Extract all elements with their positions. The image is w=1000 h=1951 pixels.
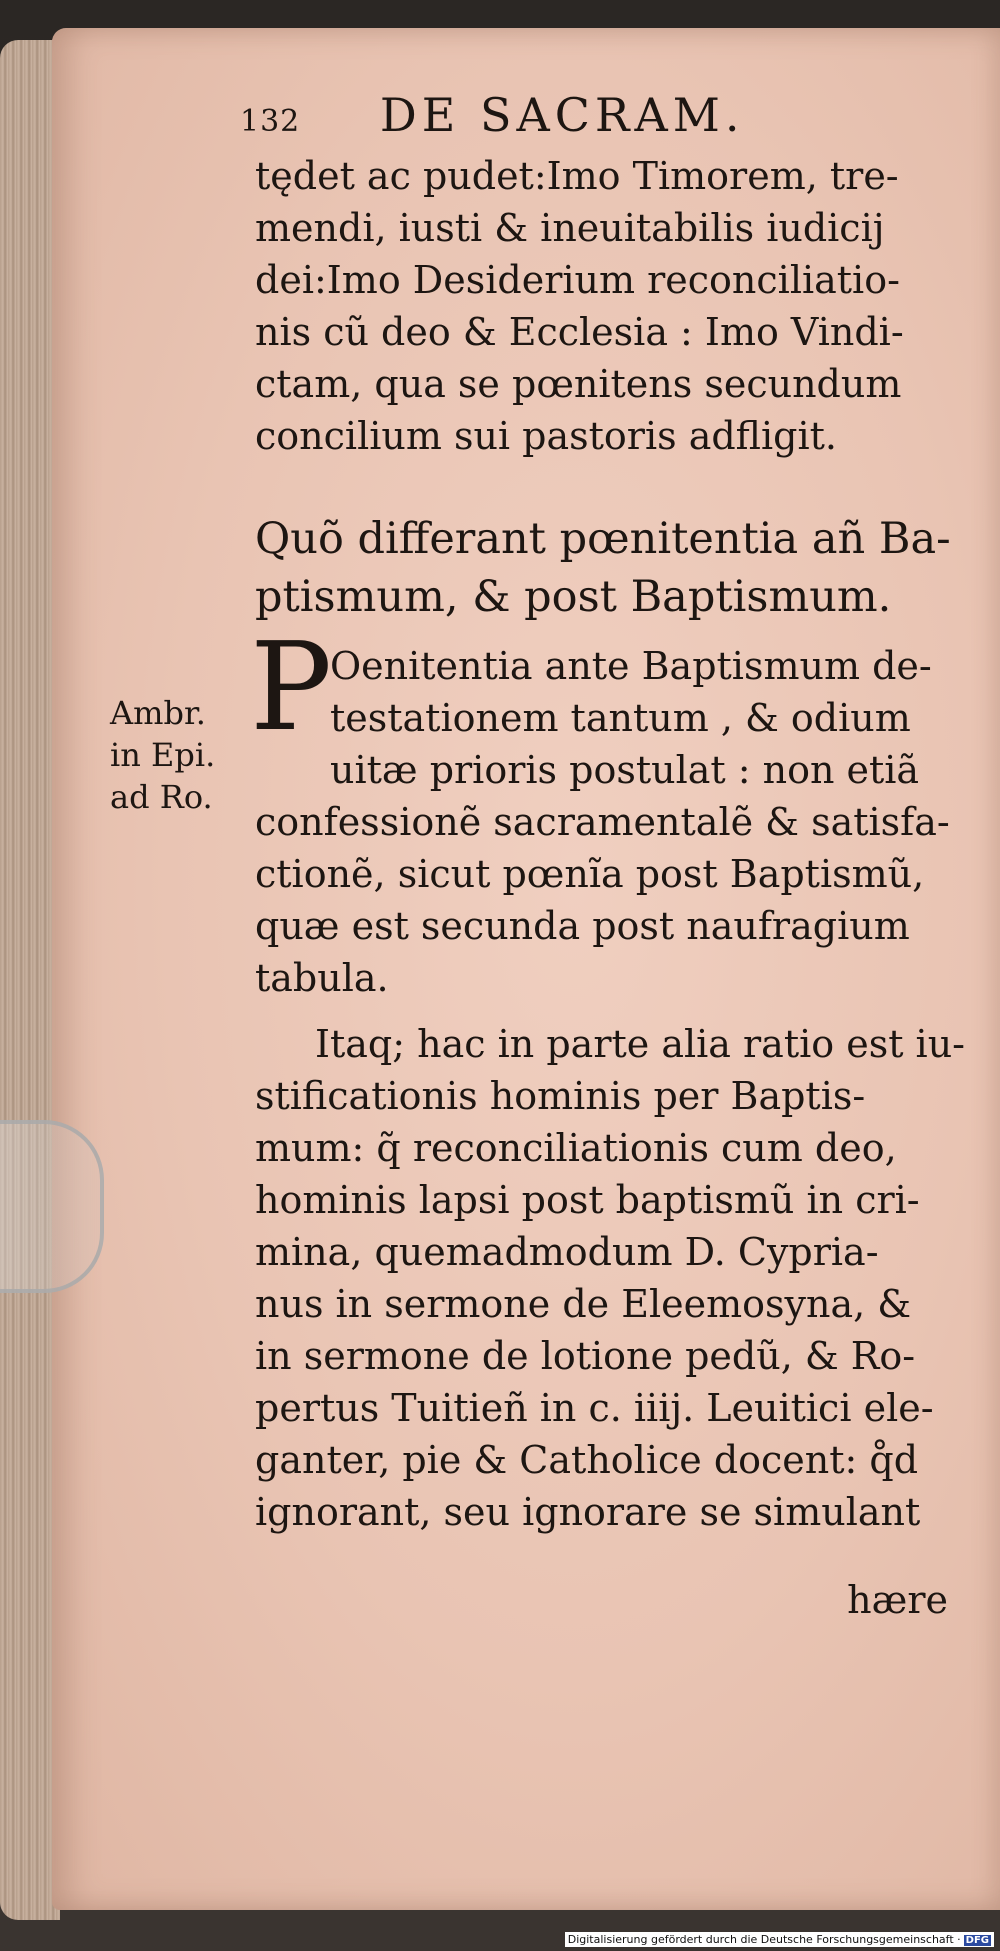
text-line: mina, quemadmodum D. Cypria- xyxy=(255,1230,879,1274)
paragraph-2 xyxy=(255,640,955,1004)
book-page-edges xyxy=(0,40,60,1920)
margin-note-line: ad Ro. xyxy=(110,778,213,816)
text-line: nus in sermone de Eleemosyna, & xyxy=(255,1282,912,1326)
heading-line: Quõ differant pœnitentia añ Ba- xyxy=(255,514,951,564)
page-header xyxy=(240,88,940,142)
text-line: quæ est secunda post naufragium xyxy=(255,904,910,948)
text-line: Oenitentia ante Baptismum de- xyxy=(330,644,932,688)
text-line: uitæ prioris postulat : non etiã xyxy=(330,748,920,792)
paragraph-3 xyxy=(255,1018,966,1538)
section-heading xyxy=(255,510,955,626)
text-line: Itaq; hac in parte alia ratio est iu- xyxy=(315,1022,966,1066)
book-clip xyxy=(0,1120,104,1293)
text-line: ganter, pie & Catholice docent: q̊d xyxy=(255,1438,919,1482)
margin-note-line: Ambr. xyxy=(110,694,206,732)
text-line: tędet ac pudet:Imo Timorem, tre- xyxy=(255,154,899,198)
text-line: hominis lapsi post baptismũ in cri- xyxy=(255,1178,920,1222)
folio-number: 132 xyxy=(240,104,301,139)
margin-note xyxy=(110,692,250,818)
text-line: pertus Tuitieñ in c. iiij. Leuitici ele- xyxy=(255,1386,934,1430)
text-line: nis cũ deo & Ecclesia : Imo Vindi- xyxy=(255,310,904,354)
credit-text: Digitalisierung gefördert durch die Deutsche Forschungsgemeinschaft · xyxy=(567,1933,961,1946)
paragraph-1 xyxy=(255,150,955,462)
dfg-logo: DFG xyxy=(965,1935,989,1946)
text-line: mum: q̃ reconciliationis cum deo, xyxy=(255,1126,897,1170)
text-line: tabula. xyxy=(255,956,389,1000)
text-line: ctionẽ, sicut pœnĩa post Baptismũ, xyxy=(255,852,925,896)
text-line: ctam, qua se pœnitens secundum xyxy=(255,362,902,406)
text-line: testationem tantum , & odium xyxy=(330,696,911,740)
drop-cap: P xyxy=(250,616,333,758)
text-line: confessionẽ sacramentalẽ & satisfa- xyxy=(255,800,950,844)
text-line: stificationis hominis per Baptis- xyxy=(255,1074,866,1118)
running-title: DE SACRAM. xyxy=(379,88,745,142)
text-line: dei:Imo Desiderium reconciliatio- xyxy=(255,258,900,302)
text-line: concilium sui pastoris adfligit. xyxy=(255,414,838,458)
margin-note-line: in Epi. xyxy=(110,736,216,774)
text-line: ignorant, seu ignorare se simulant xyxy=(255,1490,921,1534)
text-line: mendi, iusti & ineuitabilis iudicij xyxy=(255,206,885,250)
heading-line: ptismum, & post Baptismum. xyxy=(255,572,892,622)
text-line: in sermone de lotione pedũ, & Ro- xyxy=(255,1334,916,1378)
digitization-credit xyxy=(565,1932,994,1947)
catchword: hære xyxy=(847,1578,948,1622)
